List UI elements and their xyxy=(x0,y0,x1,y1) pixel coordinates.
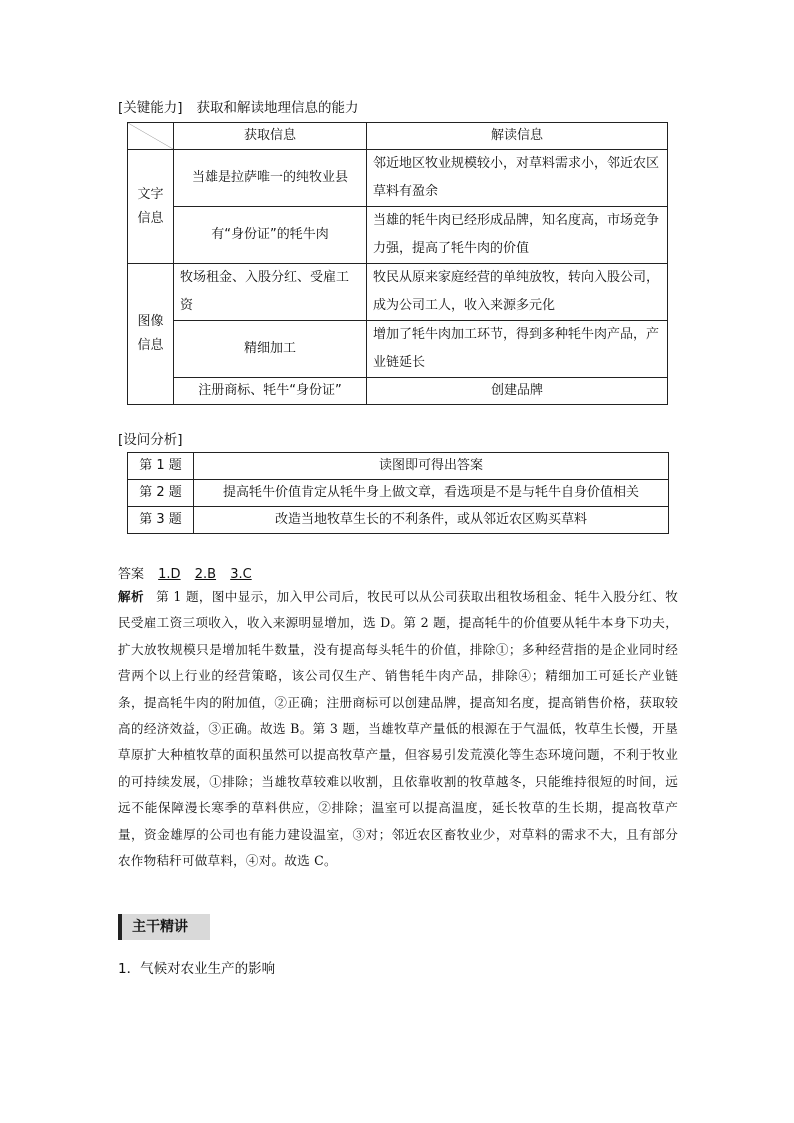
header-interpret: 解读信息 xyxy=(367,123,668,150)
ability-title: 获取和解读地理信息的能力 xyxy=(196,100,359,116)
obtain-cell: 有“身份证”的牦牛肉 xyxy=(174,207,367,264)
section-banner: 主干精讲 xyxy=(118,914,210,940)
obtain-cell: 牧场租金、入股分红、受雇工资 xyxy=(174,264,367,321)
question-hint: 提高牦牛价值肯定从牦牛身上做文章，看选项是不是与牦牛自身价值相关 xyxy=(194,480,669,507)
interpret-cell: 邻近地区牧业规模较小，对草料需求小，邻近农区草料有盈余 xyxy=(367,150,668,207)
obtain-cell: 注册商标、牦牛“身份证” xyxy=(174,378,367,405)
explanation-label: 解析 xyxy=(118,589,144,604)
section-question-analysis: [设问分析] xyxy=(118,432,183,448)
diagonal-header-cell xyxy=(128,123,174,150)
question-number: 第 2 题 xyxy=(128,480,194,507)
header-obtain: 获取信息 xyxy=(174,123,367,150)
answer-item: 2.B xyxy=(194,567,217,582)
section-key-ability xyxy=(118,96,359,116)
question-number: 第 3 题 xyxy=(128,507,194,534)
category-text-info: 文字信息 xyxy=(128,150,174,264)
question-hint: 读图即可得出答案 xyxy=(194,453,669,480)
interpret-cell: 增加了牦牛肉加工环节，得到多种牦牛肉产品，产业链延长 xyxy=(367,321,668,378)
obtain-cell: 当雄是拉萨唯一的纯牧业县 xyxy=(174,150,367,207)
table-row xyxy=(128,453,669,480)
question-number: 第 1 题 xyxy=(128,453,194,480)
answer-label: 答案 xyxy=(118,567,145,582)
interpret-cell: 牧民从原来家庭经营的单纯放牧，转向入股公司，成为公司工人，收入来源多元化 xyxy=(367,264,668,321)
answer-item: 1.D xyxy=(158,567,181,582)
question-hint: 改造当地牧草生长的不利条件，或从邻近农区购买草料 xyxy=(194,507,669,534)
question-analysis-table xyxy=(127,452,669,534)
ability-tag: [关键能力] xyxy=(118,100,183,116)
interpret-cell: 创建品牌 xyxy=(367,378,668,405)
explanation-text: 第 1 题，图中显示，加入甲公司后，牧民可以从公司获取出租牧场租金、牦牛入股分红、牧民受雇工资三项收入，收入来源明显增加，选 D。第 2 题，提高牦牛的价值要从牦牛本身下功夫，扩大放牧规模只是增加牦牛数量，没有提高每头牦牛的价值，排除①；多种经营指的是企业同时经营两个以上行业的经营策略，该公司仅生产、销售牦牛肉产品，排除④；精细加工可延长产业链条，提高牦牛肉的附加值，②正确；注册商标可以创建品牌，提高知名度，提高销售价格，获取较高的经济效益，③正确。故选 B。第 3 题，当雄牧草产量低的根源在于气温低，牧草生长慢，开垦草原扩大种植牧草的面积虽然可以提高牧草产量，但容易引发荒漠化等生态环境问题，不利于牧业的可持续发展，①排除；当雄牧草较难以收割，且依靠收割的牧草越冬，只能维持很短的时间，远远不能保障漫长寒季的草料供应，②排除；温室可以提高温度，延长牧草的生长期，提高牧草产量，资金雄厚的公司也有能力建设温室，③对；邻近农区畜牧业少，对草料的需求不大，且有部分农作物秸秆可做草料，④对。故选 C。 xyxy=(118,589,678,869)
info-table xyxy=(127,122,668,405)
answer-line xyxy=(118,563,252,582)
interpret-cell: 当雄的牦牛肉已经形成品牌，知名度高，市场竞争力强，提高了牦牛肉的价值 xyxy=(367,207,668,264)
table-row xyxy=(128,480,669,507)
obtain-cell: 精细加工 xyxy=(174,321,367,378)
subheading: 1．气候对农业生产的影响 xyxy=(118,961,276,977)
category-image-info: 图像信息 xyxy=(128,264,174,405)
answer-item: 3.C xyxy=(230,567,252,582)
explanation-paragraph xyxy=(118,584,678,874)
table-row xyxy=(128,507,669,534)
